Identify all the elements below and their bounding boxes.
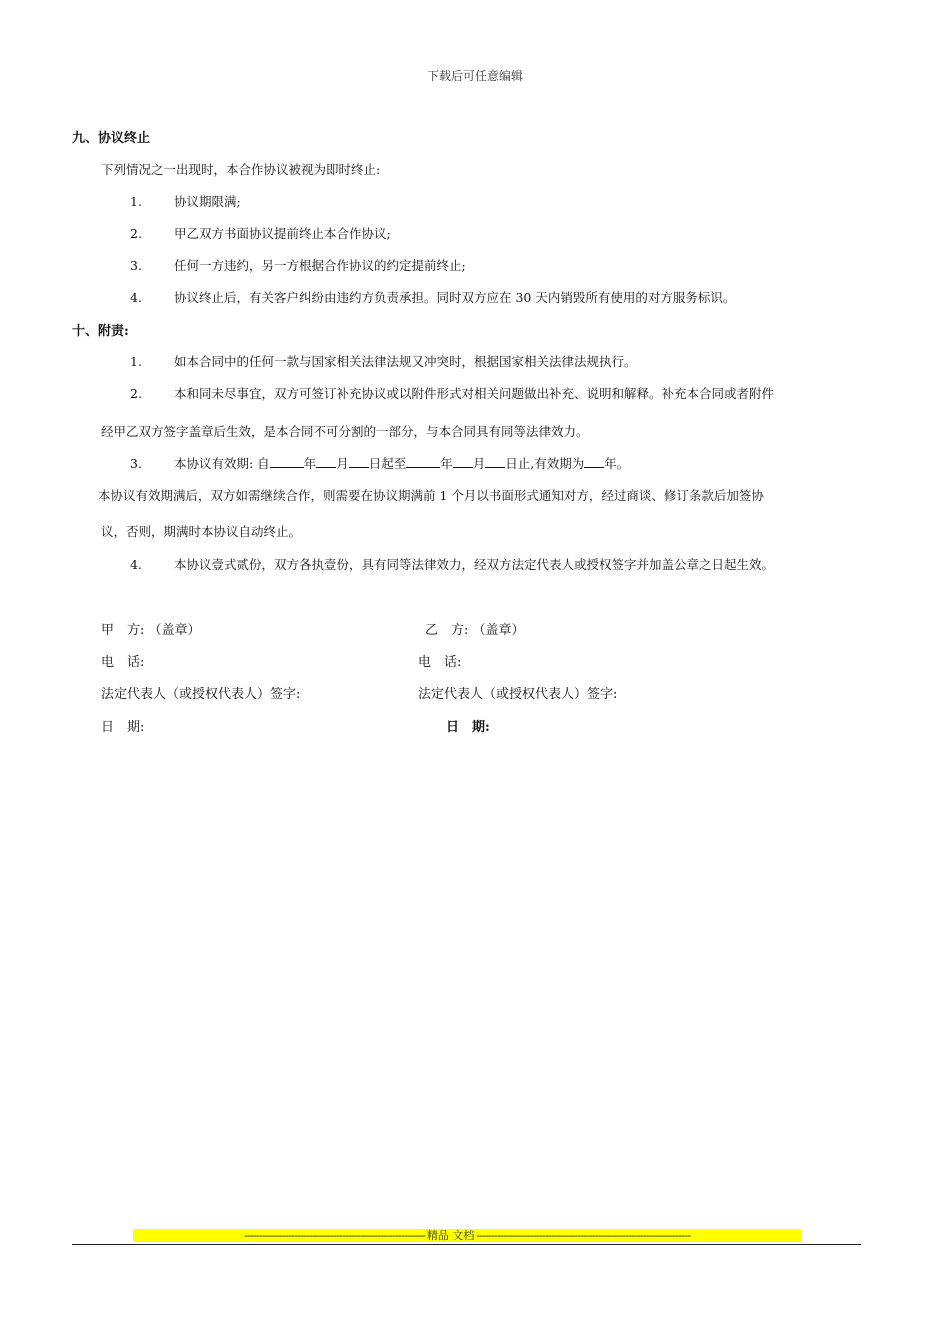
list-item (130, 288, 735, 306)
party-b-phone-label: 电 话: (418, 655, 462, 670)
item-number: 2. (130, 226, 142, 241)
blank-line (453, 455, 473, 468)
blank-line (349, 455, 369, 468)
item-number: 3. (130, 258, 142, 273)
footer-highlight (133, 1229, 801, 1242)
validity-note-line-2: 议，否则，期满时本协议自动终止。 (101, 524, 302, 539)
party-b-seal-label: 乙 方: （盖章） (425, 623, 525, 638)
years-label: 年。 (604, 456, 630, 471)
party-a-rep-label: 法定代表人（或授权代表人）签字: (101, 687, 301, 702)
item-text: 协议终止后，有关客户纠纷由违约方负责承担。同时双方应在 30 天内销毁所有使用的对方服务标识。 (174, 290, 736, 305)
item-number: 1. (130, 194, 142, 209)
section-10-heading: 十、附责: (72, 324, 129, 339)
footer-rule (72, 1244, 861, 1245)
section-9-heading: 九、协议终止 (72, 131, 151, 146)
list-item (130, 192, 241, 210)
list-item (130, 352, 637, 370)
footer-dashes-left: ------------------------------------------------------------- (243, 1229, 425, 1242)
footer-brand: 精品 文档 (426, 1229, 475, 1242)
item-number: 4. (130, 557, 142, 572)
month-label: 月 (472, 456, 486, 471)
item-text: 本协议壹式贰份，双方各执壹份，具有同等法律效力，经双方法定代表人或授权签字并加盖公章之日起生效。 (174, 557, 775, 572)
year-label: 年 (440, 456, 453, 471)
item-continuation: 经甲乙双方签字盖章后生效，是本合同不可分割的一部分，与本合同具有同等法律效力。 (101, 424, 589, 439)
list-item (130, 555, 774, 573)
list-item (130, 256, 466, 274)
item-number: 2. (130, 386, 142, 401)
day-to-label: 日起至 (368, 456, 407, 471)
year-label: 年 (303, 456, 317, 471)
blank-line (270, 455, 304, 468)
item-text: 如本合同中的任何一款与国家相关法律法规又冲突时，根据国家相关法律法规执行。 (174, 354, 637, 369)
blank-line (584, 455, 604, 468)
item-text: 协议期限满; (174, 194, 241, 209)
blank-line (485, 455, 505, 468)
footer-dashes-right: ------------------------------------------------------------------------ (476, 1229, 691, 1242)
item-number: 1. (130, 354, 142, 369)
party-b-date-label: 日 期: (446, 720, 490, 735)
item-text: 甲乙双方书面协议提前终止本合作协议; (174, 226, 391, 241)
party-a-phone-label: 电 话: (101, 655, 145, 670)
item-text: 本和同未尽事宜，双方可签订补充协议或以附件形式对相关问题做出补充、说明和解释。补充本合同或者附件 (174, 386, 775, 401)
item-number: 3. (130, 456, 142, 471)
day-end-label: 日止,有效期为 (505, 456, 585, 471)
validity-lead: 本协议有效期: 自 (174, 456, 270, 471)
month-label: 月 (336, 456, 349, 471)
party-b-rep-label: 法定代表人（或授权代表人）签字: (418, 687, 618, 702)
blank-line (406, 455, 440, 468)
party-a-seal-label: 甲 方: （盖章） (101, 623, 201, 638)
list-item (130, 384, 774, 402)
item-text: 任何一方违约，另一方根据合作协议的约定提前终止; (174, 258, 466, 273)
page-header: 下载后可任意编辑 (426, 69, 523, 83)
section-9-intro: 下列情况之一出现时，本合作协议被视为即时终止: (101, 162, 381, 177)
party-a-date-label: 日 期: (101, 720, 145, 735)
list-item (130, 454, 629, 472)
blank-line (316, 455, 336, 468)
list-item (130, 224, 391, 242)
validity-note-line-1: 本协议有效期满后，双方如需继续合作，则需要在协议期满前 1 个月以书面形式通知对方，经过商谈、修订条款后加签协 (98, 488, 764, 503)
item-number: 4. (130, 290, 142, 305)
